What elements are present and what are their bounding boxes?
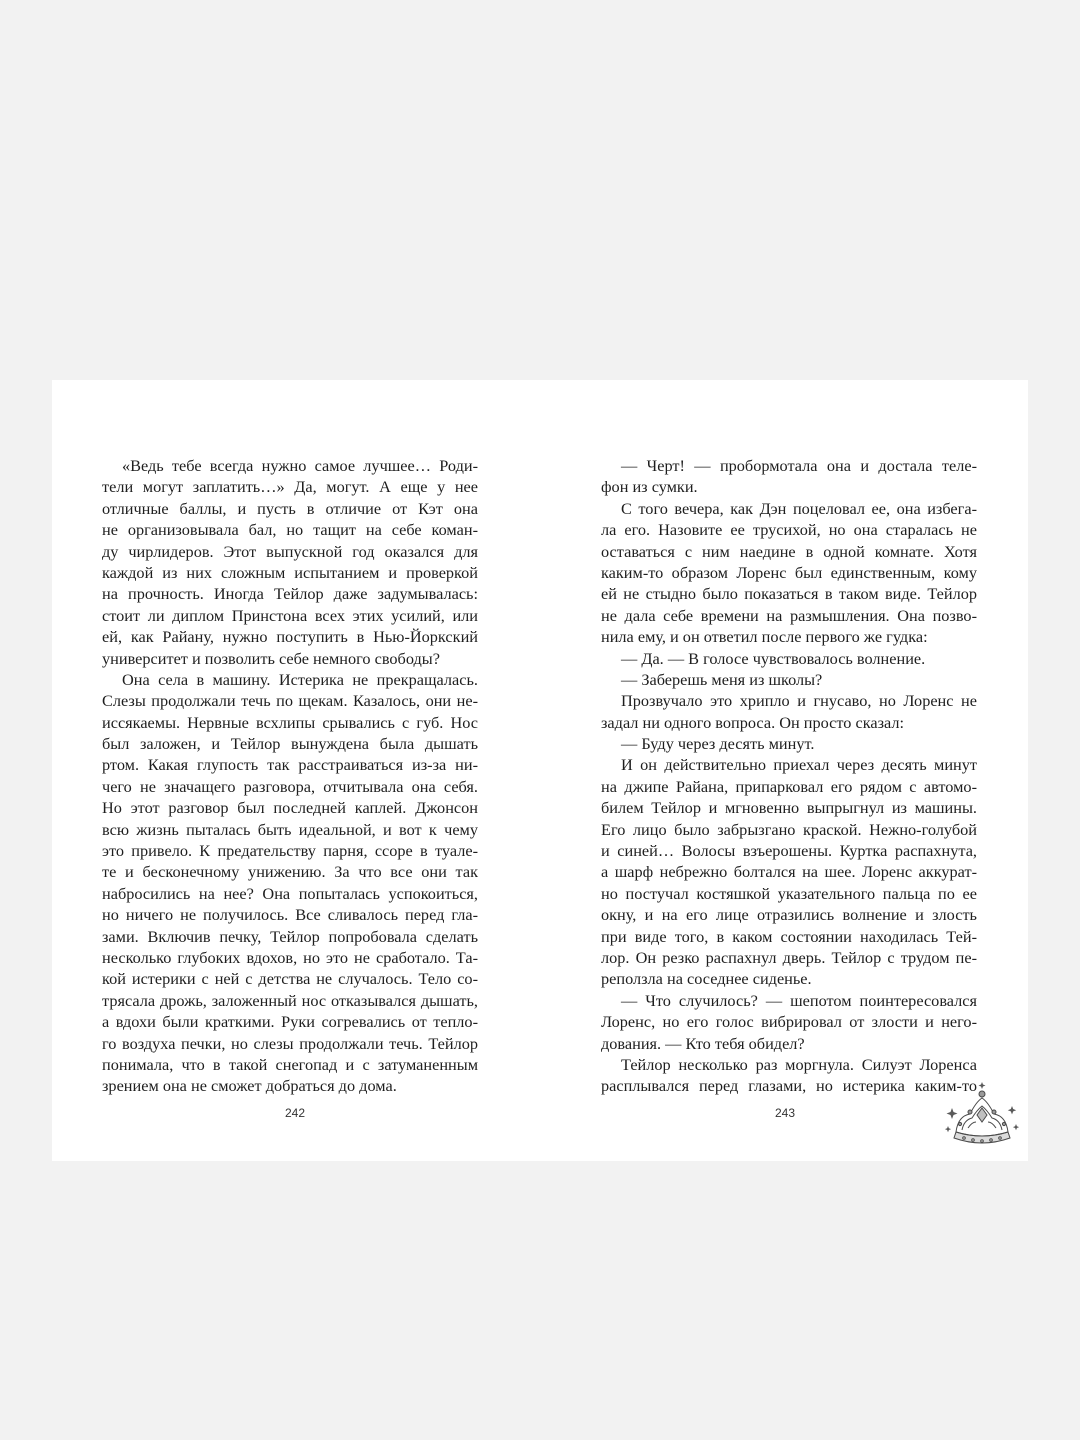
text-line: кой истерики с ней с детства не случалось. Тело со- — [102, 969, 478, 989]
text-line: Лоренс, но его голос вибрировал от злости и него- — [601, 1012, 977, 1032]
text-line: это привело. К предательству парня, ссоре в туале- — [102, 841, 478, 861]
text-line: ду чирлидеров. Этот выпускной год оказался для — [102, 541, 478, 561]
text-line: а шарф небрежно болтался на шее. Лоренс аккурат- — [601, 862, 977, 882]
text-line: ртом. Какая глупость так расстраиваться из-за ни- — [102, 755, 478, 775]
text-line: чего не значащего разговора, отчитывала она себя. — [102, 776, 478, 796]
text-line: ей не стыдно было показаться в таком виде. Тейлор — [601, 584, 977, 604]
page-number-right: 243 — [774, 1106, 796, 1120]
text-line: — Буду через десять минут. — [621, 734, 815, 754]
right-page-text — [601, 455, 977, 1097]
text-line: а вдохи были краткими. Руки согревались от тепло- — [102, 1012, 478, 1032]
text-line: ей, как Райану, нужно поступить в Нью-Йоркский — [102, 627, 478, 647]
text-line: не организовывала бал, но тащит на себе коман- — [102, 520, 478, 540]
tiara-icon — [940, 1078, 1024, 1158]
text-line: университет и позволить себе немного свободы? — [102, 648, 440, 668]
text-line: нила ему, и он ответил после первого же гудка: — [601, 627, 928, 647]
text-line: на джипе Райана, припарковал его рядом с автомо- — [601, 776, 977, 796]
text-line: ла его. Назовите ее трусихой, но она старалась не — [601, 520, 977, 540]
text-line: понимала, что в такой снегопад и с затуманенным — [102, 1054, 478, 1074]
text-line: Тейлор несколько раз моргнула. Силуэт Лоренса — [621, 1054, 977, 1074]
text-line: Его лицо было забрызгано краской. Нежно-голубой — [601, 819, 977, 839]
text-line: иссякаемы. Нервные всхлипы срывались с губ. Нос — [102, 712, 478, 732]
text-line: окну, и на его лице отразились волнение и злость — [601, 905, 977, 925]
text-line: «Ведь тебе всегда нужно самое лучшее… Роди- — [122, 456, 478, 475]
left-page-text — [102, 455, 478, 1097]
text-line: и синей… Волосы взъерошены. Куртка распахнута, — [601, 841, 977, 861]
text-line: — Да. — В голосе чувствовалось волнение. — [621, 648, 926, 668]
text-line: Но этот разговор был последней каплей. Джонсон — [102, 798, 478, 818]
text-line: но ничего не получилось. Все сливалось перед гла- — [102, 905, 478, 925]
page-number-left: 242 — [284, 1106, 306, 1120]
text-line: несколько глубоких вдохов, но это не сработало. Та- — [102, 947, 478, 967]
text-line: го воздуха печки, но слезы продолжали течь. Тейлор — [102, 1033, 478, 1053]
text-line: — Заберешь меня из школы? — [621, 669, 823, 689]
text-line: И он действительно приехал через десять минут — [621, 755, 977, 775]
text-line: Прозвучало это хрипло и гнусаво, но Лоренс не — [621, 691, 977, 711]
text-line: оставаться с ним наедине в одной комнате. Хотя — [601, 541, 977, 561]
text-line: дования. — Кто тебя обидел? — [601, 1033, 805, 1053]
text-line: фон из сумки. — [601, 477, 698, 497]
text-line: реползла на соседнее сиденье. — [601, 969, 812, 989]
text-line: каждой из них сложным испытанием и проверкой — [102, 562, 478, 582]
text-line: лор. Он резко распахнул дверь. Тейлор с трудом пе- — [601, 947, 977, 967]
text-line: всю жизнь пыталась быть идеальной, и вот к чему — [102, 819, 478, 839]
text-line: С того вечера, как Дэн поцеловал ее, она избега- — [621, 498, 977, 518]
text-line: Она села в машину. Истерика не прекращалась. — [122, 669, 478, 689]
text-line: был заложен, и Тейлор вынуждена была дышать — [102, 734, 478, 754]
text-line: каким-то образом Лоренс был единственным, кому — [601, 562, 977, 582]
text-line: отличные баллы, и пусть в отличие от Кэт она — [102, 498, 478, 518]
text-line: на прочность. Иногда Тейлор даже задумывалась: — [102, 584, 478, 604]
text-line: но постучал костяшкой указательного пальца по ее — [601, 883, 977, 903]
text-line: те и бесконечному унижению. За что все они так — [102, 862, 478, 882]
text-line: билем Тейлор и мгновенно выпрыгнул из машины. — [601, 798, 977, 818]
text-line: Слезы продолжали течь по щекам. Казалось, они не- — [102, 691, 478, 711]
text-line: стоит ли диплом Принстона всех этих усилий, или — [102, 605, 478, 625]
text-line: трясала дрожь, заложенный нос отказывался дышать, — [102, 990, 478, 1010]
text-line: зрением она не сможет добраться до дома. — [102, 1076, 397, 1096]
text-line: не дала себе времени на размышления. Она позво- — [601, 605, 977, 625]
text-line: — Что случилось? — шепотом поинтересовался — [621, 990, 977, 1010]
text-line: набросились на нее? Она попыталась успокоиться, — [102, 883, 478, 903]
text-line: тели могут заплатить…» Да, могут. А еще у нее — [102, 477, 478, 497]
text-line: расплывался перед глазами, но истерика каким-то — [601, 1076, 977, 1096]
text-line: — Черт! — пробормотала она и достала теле- — [621, 456, 977, 475]
text-line: при виде того, в каком состоянии находилась Тей- — [601, 926, 977, 946]
text-line: зами. Включив печку, Тейлор попробовала сделать — [102, 926, 478, 946]
text-line: задал ни одного вопроса. Он просто сказал: — [601, 712, 905, 732]
